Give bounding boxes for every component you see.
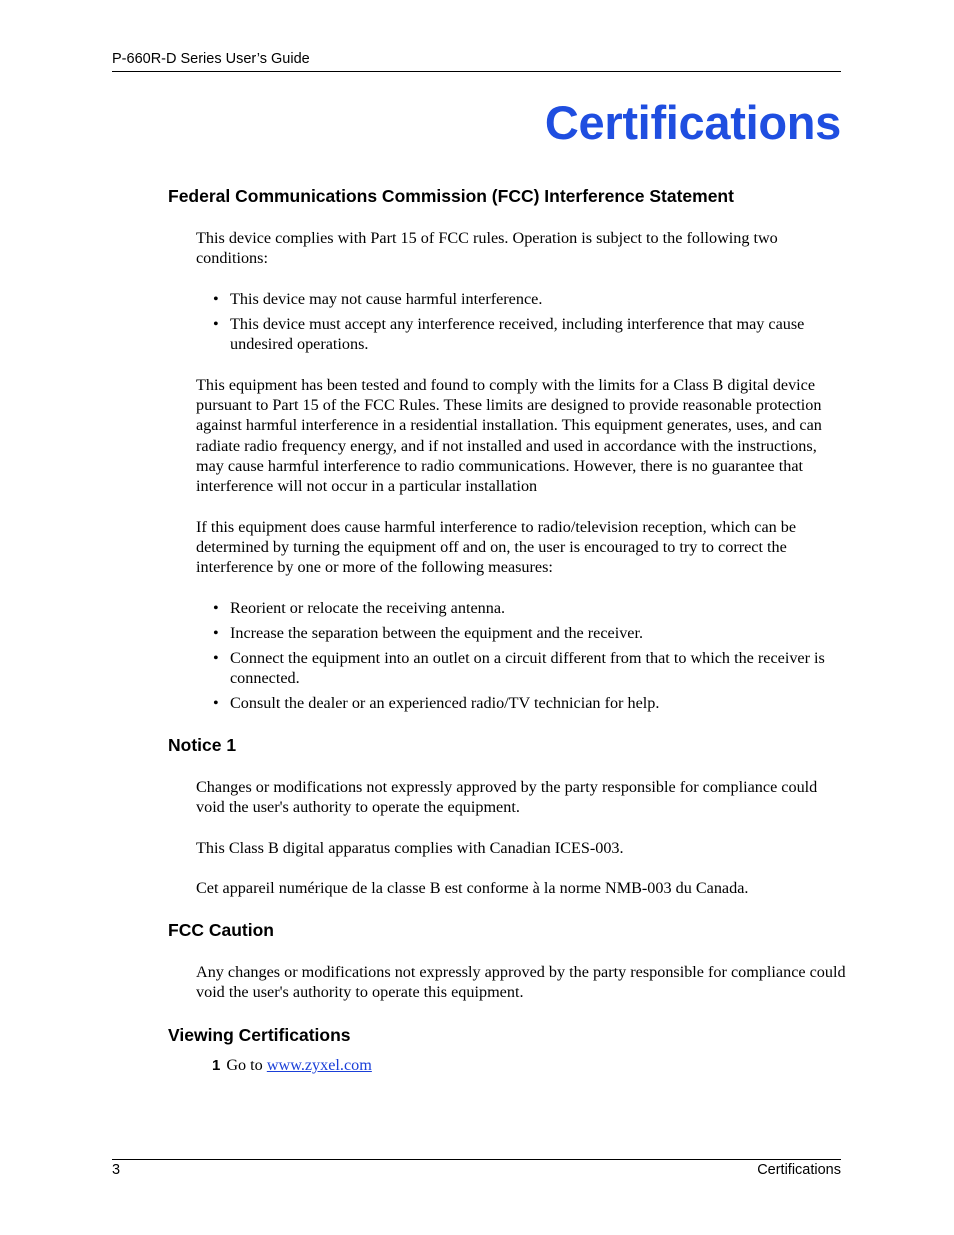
footer-section-title: Certifications — [757, 1162, 841, 1178]
fcc-caution-heading: FCC Caution — [168, 920, 274, 940]
list-item: • Consult the dealer or an experienced radio/TV technician for help. — [213, 694, 660, 713]
header-rule — [112, 71, 841, 72]
bullet-icon: • — [213, 649, 219, 667]
guide-title: P-660R-D Series User’s Guide — [112, 51, 310, 67]
notice1-paragraph-2: This Class B digital apparatus complies with Canadian ICES-003. — [196, 839, 624, 857]
list-item: • This device must accept any interference received, including interference that may cause undesired operations. — [213, 315, 805, 354]
footer-rule — [112, 1159, 841, 1160]
bullet-icon: • — [213, 599, 219, 617]
notice1-heading: Notice 1 — [168, 735, 237, 755]
page-title: Certifications — [544, 96, 841, 149]
list-item: • Connect the equipment into an outlet on a circuit different from that to which the receiver is connected. — [213, 649, 825, 688]
bullet-icon: • — [213, 315, 219, 333]
fcc-intro: This device complies with Part 15 of FCC rules. Operation is subject to the following two conditions: — [196, 229, 778, 268]
notice1-paragraph-1: Changes or modifications not expressly approved by the party responsible for compliance could void the user's authority to operate the equipment. — [196, 778, 818, 817]
viewing-certifications-heading: Viewing Certifications — [168, 1025, 351, 1045]
page-number: 3 — [112, 1162, 121, 1178]
list-item: • This device may not cause harmful interference. — [213, 290, 543, 308]
step-number: 1 — [212, 1057, 221, 1074]
fcc-heading: Federal Communications Commission (FCC) Interference Statement — [168, 186, 734, 206]
fcc-caution-paragraph: Any changes or modifications not expressly approved by the party responsible for compliance could void the user's authority to operate this equipment. — [196, 963, 846, 1002]
zyxel-link[interactable]: www.zyxel.com — [266, 1056, 372, 1074]
fcc-paragraph-1: This equipment has been tested and found to comply with the limits for a Class B digital device pursuant to Part 15 of the FCC Rules. These limits are designed to provide reasonable protection against harmful interference in a residential installation. This equipment generates, uses, and can radiate radio frequency energy, and if not installed and used in accordance with the instructions, may cause harmful interference to radio communications. However, there is no guarantee that interference will not occur in a particular installation — [196, 376, 822, 496]
bullet-icon: • — [213, 694, 219, 713]
list-item: • Reorient or relocate the receiving antenna. — [213, 599, 506, 617]
fcc-conditions-list — [196, 289, 846, 359]
bullet-icon: • — [213, 290, 219, 308]
fcc-measures-list — [196, 598, 846, 718]
list-item: • Increase the separation between the equipment and the receiver. — [213, 624, 644, 642]
fcc-paragraph-2: If this equipment does cause harmful interference to radio/television reception, which can be determined by turning the equipment off and on, the user is encouraged to try to correct the interference by one or more of the following measures: — [196, 518, 797, 577]
step-1 — [212, 1055, 372, 1076]
notice1-paragraph-3: Cet appareil numérique de la classe B est conforme à la norme NMB-003 du Canada. — [196, 879, 749, 897]
step-text: Go to — [226, 1056, 263, 1074]
bullet-icon: • — [213, 624, 219, 642]
